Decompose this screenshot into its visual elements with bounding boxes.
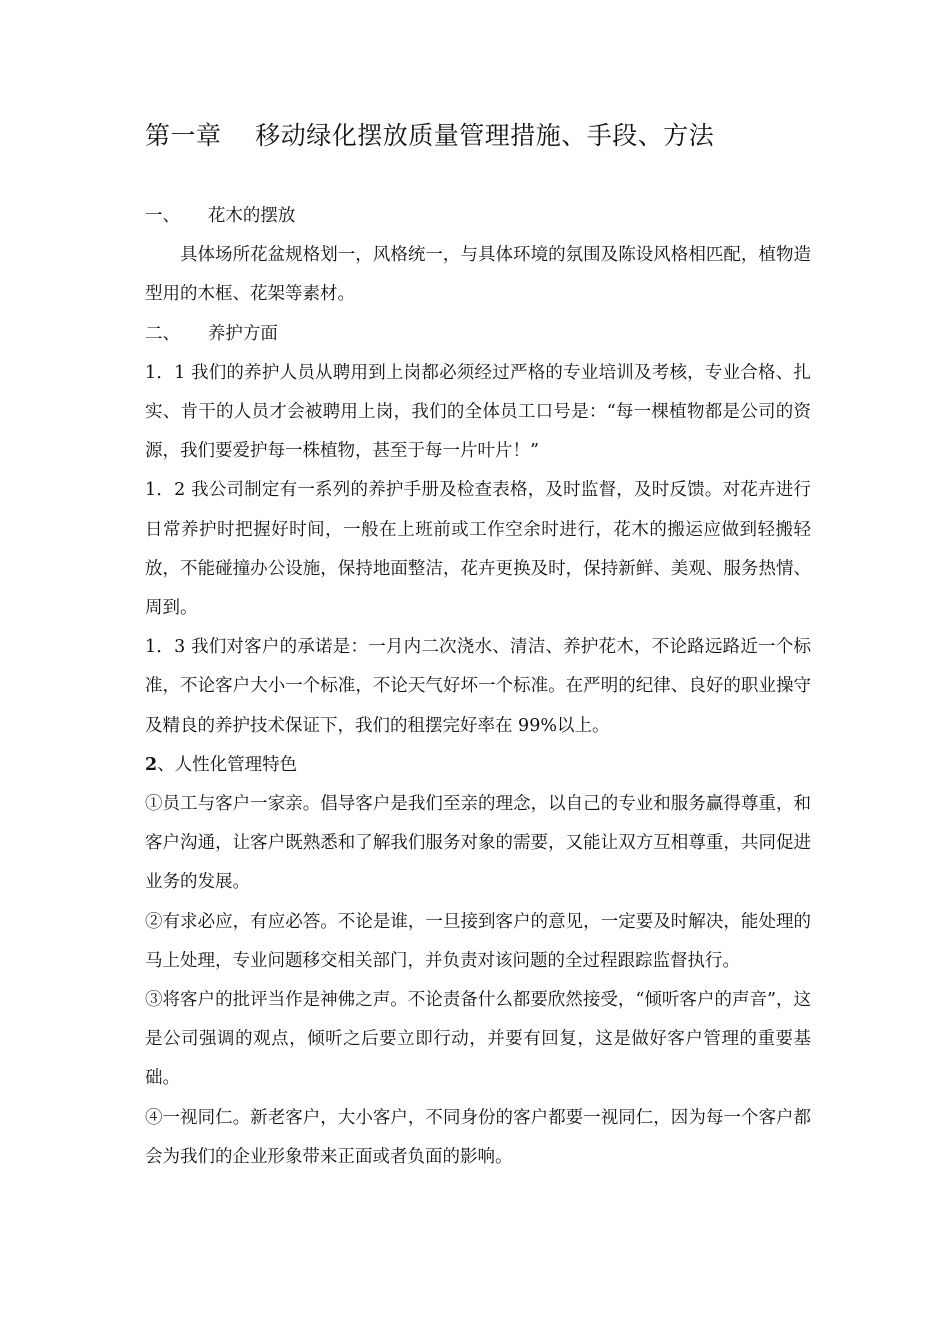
section-heading-1: 一、 花木的摆放: [145, 206, 296, 226]
paragraph-1-1: 1．1 我们的养护人员从聘用到上岗都必须经过严格的专业培训及考核，专业合格、扎实、肯干的人员才会被聘用上岗，我们的全体员工口号是：“每一棵植物都是公司的资源，我们要爱护每一株植物，甚至于每一片叶片！”: [145, 362, 811, 462]
section-number: 2: [145, 754, 158, 775]
chapter-title: 第一章 移动绿化摆放质量管理措施、手段、方法: [145, 121, 715, 150]
paragraph-1-2: 1．2 我公司制定有一系列的养护手册及检查表格，及时监督，及时反馈。对花卉进行日常养护时把握好时间，一般在上班前或工作空余时进行，花木的搬运应做到轻搬轻放，不能碰撞办公设施，保持地面整洁，花卉更换及时，保持新鲜、美观、服务热情、周到。: [145, 480, 811, 619]
paragraph-arrangement: 具体场所花盆规格划一，风格统一，与具体环境的氛围及陈设风格相匹配，植物造型用的木框、花架等素材。: [145, 245, 811, 305]
paragraph-item-2: ②有求必应，有应必答。不论是谁，一旦接到客户的意见，一定要及时解决，能处理的马上处理，专业问题移交相关部门，并负责对该问题的全过程跟踪监督执行。: [145, 911, 811, 971]
paragraph-item-4: ④一视同仁。新老客户，大小客户，不同身份的客户都要一视同仁，因为每一个客户都会为我们的企业形象带来正面或者负面的影响。: [145, 1107, 811, 1167]
paragraph-item-3: ③将客户的批评当作是神佛之声。不论责备什么都要欣然接受，“倾听客户的声音”，这是公司强调的观点，倾听之后要立即行动，并要有回复，这是做好客户管理的重要基础。: [145, 990, 811, 1089]
section-heading-2: 二、 养护方面: [145, 323, 278, 344]
document-body: [145, 197, 811, 1177]
section-heading-humanized: [145, 746, 811, 785]
paragraph-item-1: ①员工与客户一家亲。倡导客户是我们至亲的理念，以自己的专业和服务赢得尊重，和客户沟通，让客户既熟悉和了解我们服务对象的需要，又能让双方互相尊重，共同促进业务的发展。: [145, 794, 811, 893]
section-heading-text: 、人性化管理特色: [157, 754, 298, 775]
paragraph-1-3: 1．3 我们对客户的承诺是：一月内二次浇水、清洁、养护花木，不论路远路近一个标准，不论客户大小一个标准，不论天气好坏一个标准。在严明的纪律、良好的职业操守及精良的养护技术保证下，我们的租摆完好率在 99%以上。: [145, 637, 811, 736]
